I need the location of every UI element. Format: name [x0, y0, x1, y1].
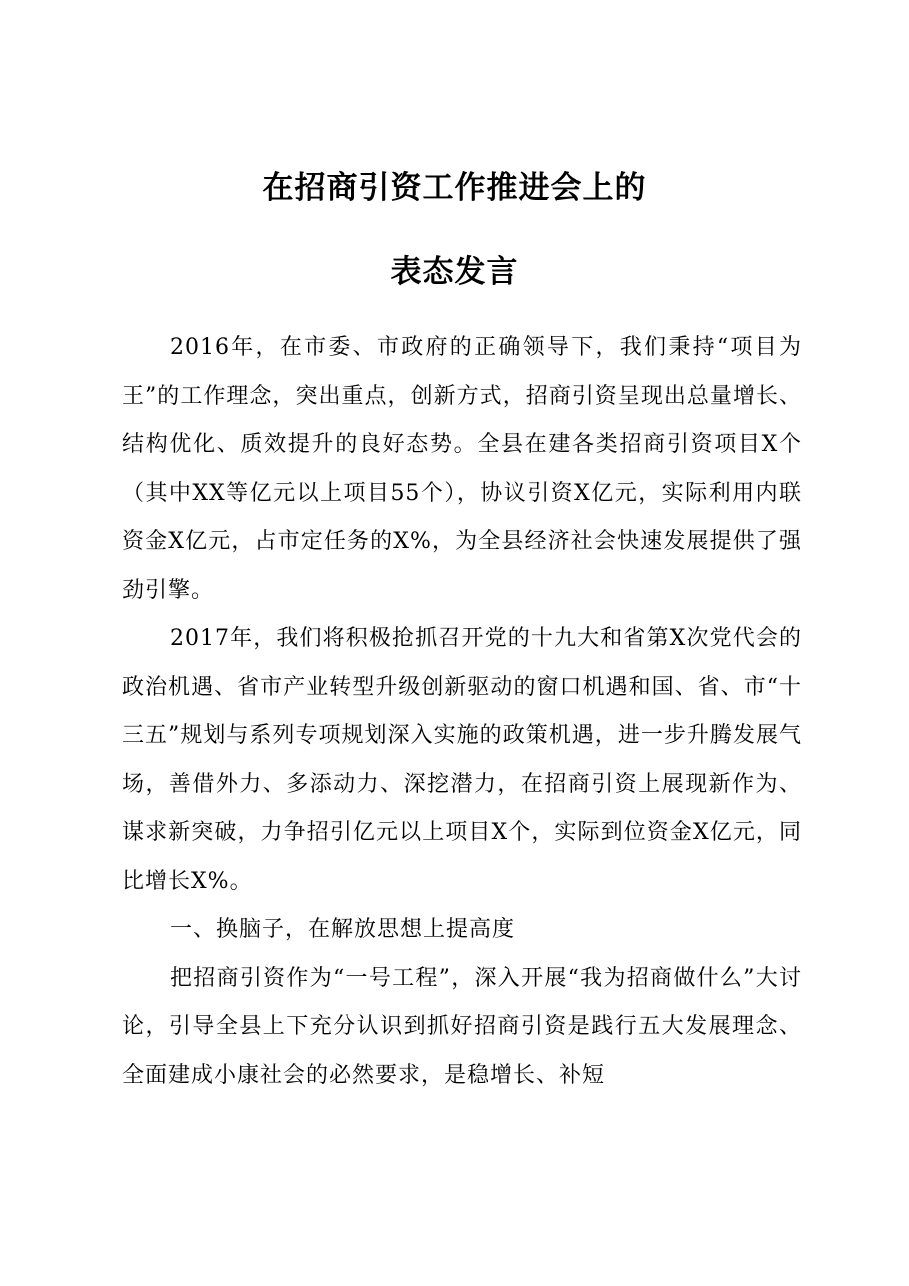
- paragraph-summary-2016: 2016年，在市委、市政府的正确领导下，我们秉持“项目为王”的工作理念，突出重点，创新方式，招商引资呈现出总量增长、结构优化、质效提升的良好态势。全县在建各类招商引资项目X个（其中XX等亿元以上项目55个），协议引资X亿元，实际利用内联资金X亿元，占市定任务的X%，为全县经济社会快速发展提供了强劲引擎。: [122, 335, 802, 603]
- document-title-line-1: 在招商引资工作推进会上的: [262, 170, 647, 206]
- paragraph-plan-2017: 2017年，我们将积极抢抓召开党的十九大和省第X次党代会的政治机遇、省市产业转型升级创新驱动的窗口机遇和国、省、市“十三五”规划与系列专项规划深入实施的政策机遇，进一步升腾发展气场，善借外力、多添动力、深挖潜力，在招商引资上展现新作为、谋求新突破，力争招引亿元以上项目X个，实际到位资金X亿元，同比增长X%。: [122, 626, 802, 894]
- section-heading-1: 一、换脑子，在解放思想上提高度: [170, 917, 516, 942]
- document-title-line-2: 表态发言: [390, 254, 519, 290]
- document-body: [122, 324, 802, 1100]
- paragraph-section-1: 把招商引资作为“一号工程”，深入开展“我为招商做什么”大讨论，引导全县上下充分认识到抓好招商引资是践行五大发展理念、全面建成小康社会的必然要求，是稳增长、补短: [122, 965, 802, 1088]
